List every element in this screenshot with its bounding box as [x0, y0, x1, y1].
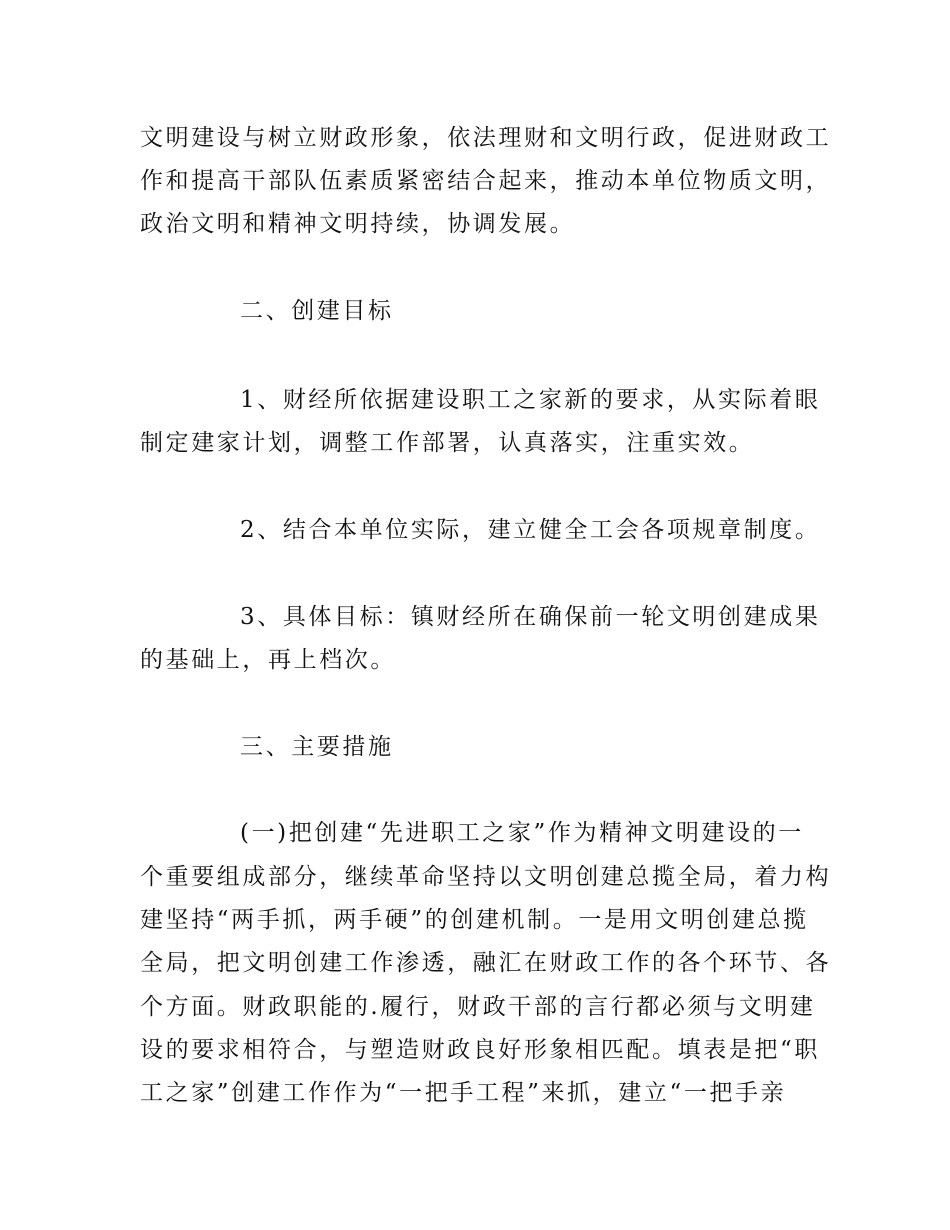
paragraph-line: 1、财经所依据建设职工之家新的要求，从实际着眼 [240, 387, 821, 413]
paragraph-line: 政治文明和精神文明持续，协调发展。 [140, 211, 576, 237]
paragraph-line: 文明建设与树立财政形象，依法理财和文明行政，促进财政工 [140, 125, 832, 151]
section-heading: 三、主要措施 [240, 734, 394, 760]
paragraph-line: 制定建家计划，调整工作部署，认真落实，注重实效。 [140, 430, 755, 456]
paragraph-line: 个方面。财政职能的.履行，财政干部的言行都必须与文明建 [140, 994, 816, 1020]
paragraph-line: 的基础上，再上档次。 [140, 647, 396, 673]
paragraph-line: 3、具体目标：镇财经所在确保前一轮文明创建成果 [240, 604, 821, 630]
paragraph-line: 全局，把文明创建工作渗透，融汇在财政工作的各个环节、各 [140, 950, 832, 976]
paragraph-line: (一)把创建“先进职工之家”作为精神文明建设的一 [240, 820, 804, 846]
paragraph-line: 建坚持“两手抓，两手硬”的创建机制。一是用文明创建总揽 [140, 907, 809, 933]
section-heading: 二、创建目标 [240, 298, 394, 324]
paragraph-line: 工之家”创建工作作为“一把手工程”来抓，建立“一把手亲 [140, 1080, 787, 1106]
paragraph-line: 2、结合本单位实际，建立健全工会各项规章制度。 [240, 517, 821, 543]
paragraph-line: 作和提高干部队伍素质紧密结合起来，推动本单位物质文明， [140, 168, 832, 194]
paragraph-line: 个重要组成部分，继续革命坚持以文明创建总揽全局，着力构 [140, 864, 832, 890]
paragraph-line: 设的要求相符合，与塑造财政良好形象相匹配。填表是把“职 [140, 1037, 820, 1063]
